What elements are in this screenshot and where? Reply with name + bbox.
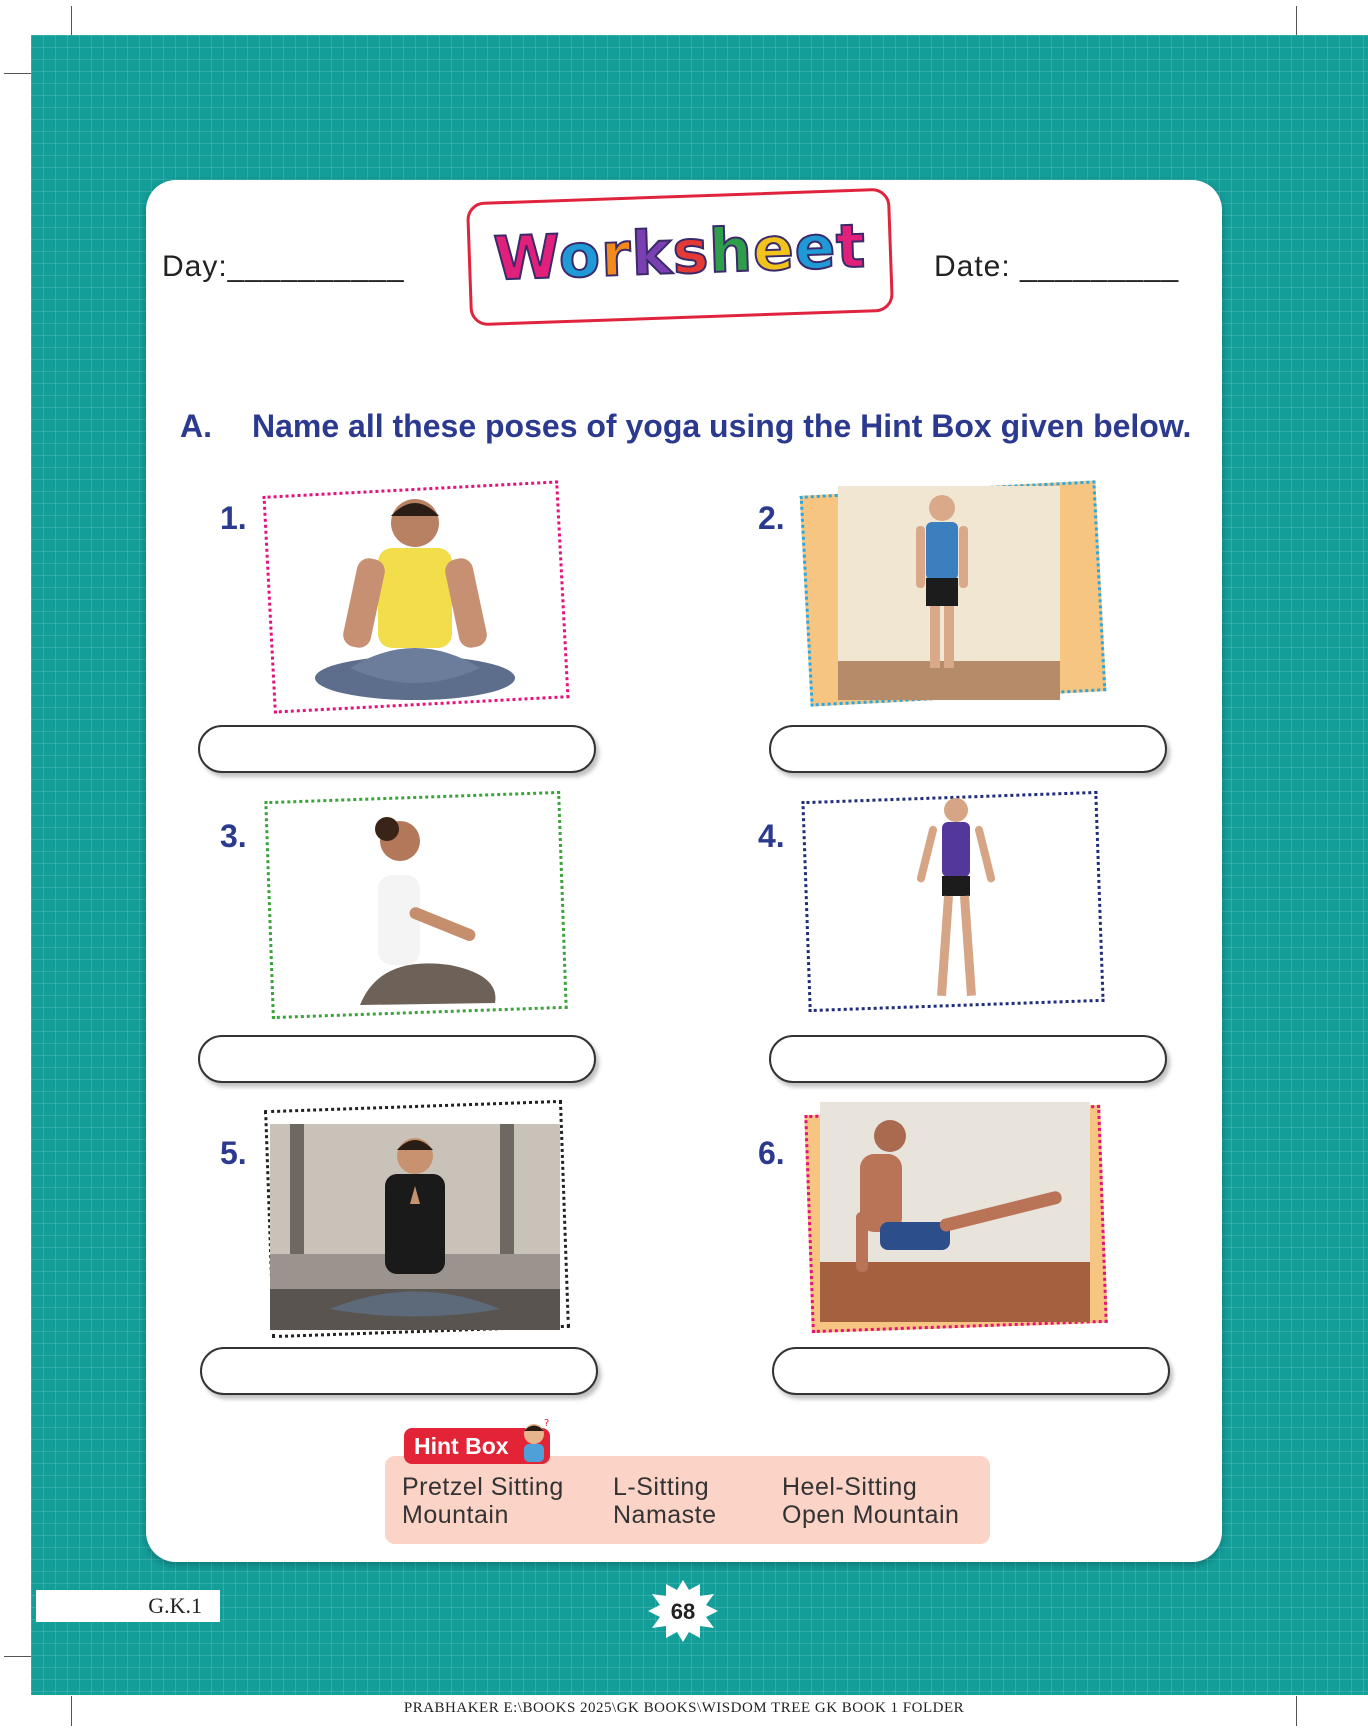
page-number-badge	[648, 1580, 718, 1642]
hint-box-title: Hint Box	[404, 1428, 550, 1464]
yoga-photo-open-mountain	[900, 790, 1010, 1005]
question-letter: A.	[180, 408, 212, 444]
answer-field-5[interactable]	[200, 1347, 598, 1395]
hint-option: Namaste	[613, 1501, 717, 1529]
crop-mark	[1296, 6, 1297, 36]
item-number-6: 6.	[758, 1135, 785, 1171]
crop-mark	[4, 1656, 34, 1657]
answer-field-2[interactable]	[769, 725, 1167, 773]
yoga-photo-l-sitting	[820, 1102, 1090, 1322]
item-number-1: 1.	[220, 500, 247, 536]
title-letter: s	[671, 216, 711, 289]
title-letter: W	[492, 222, 561, 295]
answer-field-1[interactable]	[198, 725, 596, 773]
svg-text:?: ?	[544, 1418, 550, 1429]
yoga-photo-pretzel-sitting	[310, 488, 520, 708]
title-letter: e	[793, 212, 838, 284]
answer-field-3[interactable]	[198, 1035, 596, 1083]
answer-field-4[interactable]	[769, 1035, 1167, 1083]
question-text: Name all these poses of yoga using the Hint Box given below.	[252, 408, 1192, 444]
book-label: G.K.1	[36, 1590, 220, 1622]
title-letter: t	[835, 211, 868, 283]
title-letter: h	[707, 215, 755, 287]
page-title-text	[493, 212, 868, 295]
answer-field-6[interactable]	[772, 1347, 1170, 1395]
hint-option: Open Mountain	[782, 1501, 960, 1529]
print-path: PRABHAKER E:\BOOKS 2025\GK BOOKS\WISDOM TREE GK BOOK 1 FOLDER	[403, 1700, 965, 1716]
yoga-photo-mountain	[838, 486, 1060, 700]
hint-option: Pretzel Sitting	[402, 1473, 564, 1501]
yoga-photo-namaste	[270, 1124, 560, 1330]
item-number-4: 4.	[758, 818, 785, 854]
thinking-boy-icon	[516, 1418, 552, 1462]
page-title	[470, 211, 890, 296]
item-number-5: 5.	[220, 1135, 247, 1171]
hint-option: Heel-Sitting	[782, 1473, 918, 1501]
hint-option: L-Sitting	[613, 1473, 710, 1501]
item-number-3: 3.	[220, 818, 247, 854]
date-field[interactable]: Date: _________	[934, 250, 1180, 283]
yoga-photo-heel-sitting	[340, 805, 510, 1015]
crop-mark	[4, 73, 34, 74]
hint-option: Mountain	[402, 1501, 509, 1529]
crop-mark	[71, 6, 72, 36]
page-number: 68	[670, 1599, 696, 1624]
title-letter: r	[599, 219, 633, 291]
item-number-2: 2.	[758, 500, 785, 536]
day-field[interactable]: Day:__________	[162, 250, 405, 283]
title-badge	[466, 188, 894, 327]
title-letter: o	[557, 220, 603, 293]
title-letter: k	[630, 218, 674, 290]
title-letter: e	[751, 214, 796, 286]
